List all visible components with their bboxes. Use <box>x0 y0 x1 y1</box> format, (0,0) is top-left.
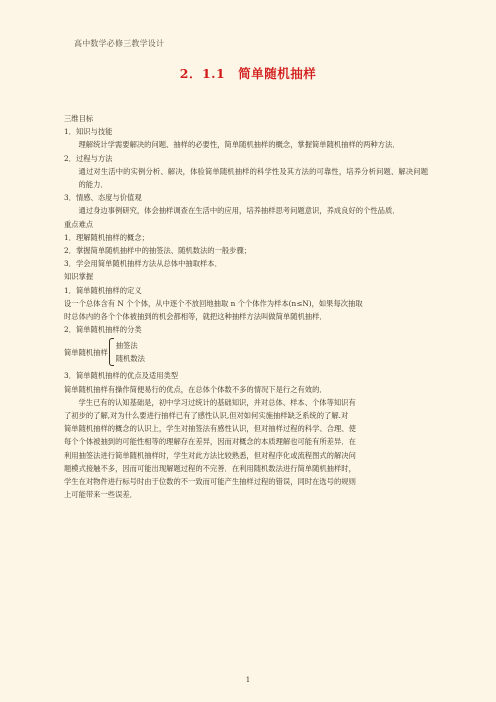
page-title: 2．1.1 简单随机抽样 <box>179 66 317 81</box>
analysis-line-6: 题模式接触不多，因而可能出现解题过程的不完善．在利用随机数法进行简单随机抽样时， <box>64 463 356 473</box>
definition-line-1: 设一个总体含有 N 个个体，从中逐个不放回地抽取 n 个个体作为样本(n≤N)，如果每次抽取 <box>64 298 363 308</box>
advantages-text: 简单随机抽样有操作简便易行的优点，在总体个体数不多的情况下是行之有效的． <box>64 384 327 394</box>
definition-line-2: 时总体内的各个个体被抽到的机会都相等，就把这种抽样方法叫做简单随机抽样． <box>64 312 327 322</box>
advantages-label: 3．简单随机抽样的优点及适用类型 <box>64 371 179 381</box>
keypoint-3: 3．学会用简单随机抽样方法从总体中抽取样本． <box>64 259 222 269</box>
page-number: 1 <box>245 676 251 684</box>
keypoint-2: 2．掌握简单随机抽样中的抽签法、随机数法的一般步骤； <box>64 246 252 256</box>
classification-item-lottery: 抽签法 <box>115 341 138 351</box>
analysis-line-1: 学生已有的认知基础是，初中学习过统计的基础知识，并对总体、样本、个体等知识有 <box>78 397 356 407</box>
goal-body-1: 理解统计学需要解决的问题、抽样的必要性，简单随机抽样的概念，掌握简单随机抽样的两种方法． <box>78 140 400 150</box>
knowledge-heading: 知识掌握 <box>64 272 94 282</box>
classification-root: 简单随机抽样 <box>64 347 108 357</box>
classification-brace <box>64 338 428 366</box>
document-body <box>64 112 428 501</box>
analysis-line-7: 学生在对物件进行标号时由于位数的不一致而可能产生抽样过程的错误，同时在选号的规则 <box>64 477 356 487</box>
classification-item-random-number: 随机数法 <box>115 354 145 364</box>
definition-label: 1．简单随机抽样的定义 <box>64 285 142 295</box>
keypoint-1: 1．理解随机抽样的概念； <box>64 232 149 242</box>
goal-label-2: 2．过程与方法 <box>64 153 113 163</box>
analysis-line-8: 上可能带来一些误差． <box>64 490 137 500</box>
goal-label-1: 1．知识与技能 <box>64 127 113 137</box>
goal-body-3: 通过身边事例研究，体会抽样调查在生活中的应用，培养抽样思考问题意识，养成良好的个性品质． <box>78 206 400 216</box>
goal-body-2: 通过对生活中的实例分析、解决，体验简单随机抽样的科学性及其方法的可靠性，培养分析问题、解决问题的能力． <box>78 166 428 190</box>
analysis-line-2: 了初步的了解,对为什么要进行抽样已有了感性认识,但对如何实施抽样缺乏系统的了解.对 <box>64 411 349 421</box>
analysis-line-3: 简单随机抽样的概念的认识上，学生对抽签法有感性认识，但对抽样过程的科学、合理、使 <box>64 424 356 434</box>
keypoints-heading: 重点难点 <box>64 219 94 229</box>
page-header: 高中数学必修三教学设计 <box>74 39 165 48</box>
analysis-line-4: 每个个体被抽到的可能性相等的理解存在差异，因而对概念的本质理解也可能有所差异．在 <box>64 437 356 447</box>
analysis-line-5: 利用抽签法进行简单随机抽样时，学生对此方法比较熟悉，但对程序化或流程图式的解决问 <box>64 450 356 460</box>
goals-heading: 三维目标 <box>64 114 94 123</box>
brace-symbol <box>109 338 114 366</box>
goal-label-3: 3．情感、态度与价值观 <box>64 193 142 203</box>
classification-label: 2．简单随机抽样的分类 <box>64 325 142 335</box>
